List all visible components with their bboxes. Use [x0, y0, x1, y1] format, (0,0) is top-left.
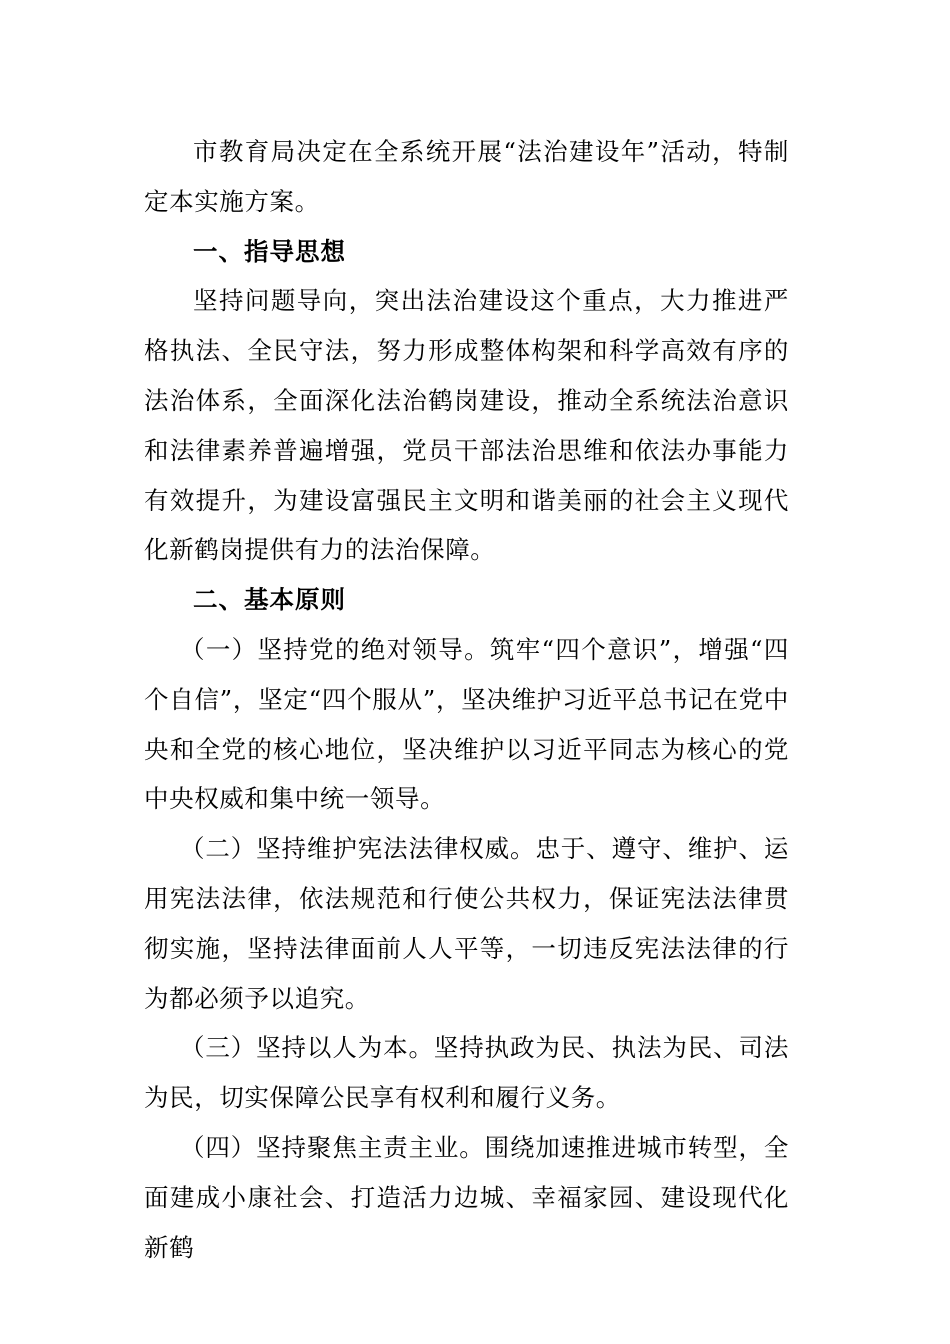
section-heading-basic-principles: 二、基本原则 — [193, 585, 346, 615]
principle-item-1: （一）坚持党的绝对领导。筑牢“四个意识”，增强“四个自信”，坚定“四个服从”，坚决维护习近平总书记在党中央和全党的核心地位，坚决维护以习近平同志为核心的党中央权威和集中统一领导。 — [144, 634, 789, 814]
document-page — [144, 127, 789, 1272]
intro-paragraph: 市教育局决定在全系统开展“法治建设年”活动，特制定本实施方案。 — [144, 137, 789, 216]
principle-item-4: （四）坚持聚焦主责主业。围绕加速推进城市转型，全面建成小康社会、打造活力边城、幸福家园、建设现代化新鹤 — [144, 1132, 789, 1262]
guiding-ideology-paragraph: 坚持问题导向，突出法治建设这个重点，大力推进严格执法、全民守法，努力形成整体构架和科学高效有序的法治体系，全面深化法治鹤岗建设，推动全系统法治意识和法律素养普遍增强，党员干部法治思维和依法办事能力有效提升，为建设富强民主文明和谐美丽的社会主义现代化新鹤岗提供有力的法治保障。 — [144, 286, 789, 565]
section-heading-guiding-ideology: 一、指导思想 — [193, 236, 346, 266]
principle-item-3: （三）坚持以人为本。坚持执政为民、执法为民、司法为民，切实保障公民享有权利和履行义务。 — [144, 1033, 789, 1113]
principle-item-2: （二）坚持维护宪法法律权威。忠于、遵守、维护、运用宪法法律，依法规范和行使公共权力，保证宪法法律贯彻实施，坚持法律面前人人平等，一切违反宪法法律的行为都必须予以追究。 — [144, 834, 789, 1013]
